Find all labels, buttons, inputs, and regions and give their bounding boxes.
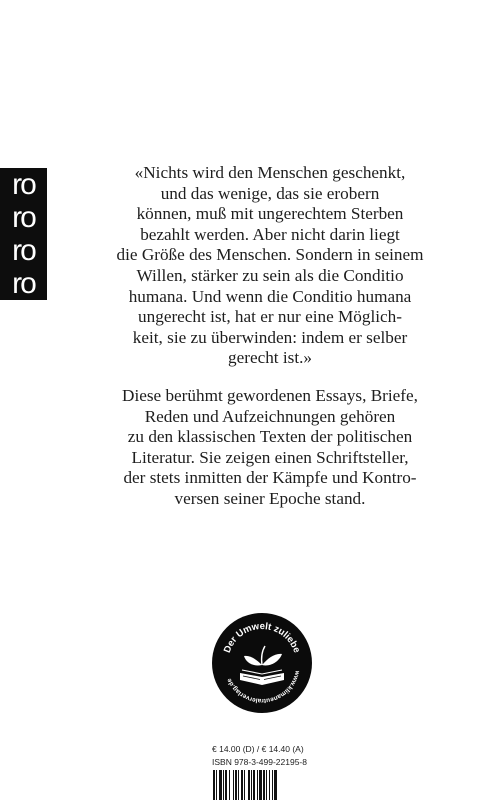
description-line: versen seiner Epoche stand.	[174, 488, 366, 508]
barcode-bar	[274, 770, 277, 800]
barcode-bar	[259, 770, 262, 800]
barcode-bar	[269, 770, 270, 800]
quote-line: gerecht ist.»	[228, 348, 312, 368]
description-line: zu den klassischen Texten der politischen	[127, 427, 413, 447]
barcode-bar	[251, 770, 252, 800]
quote-line: bezahlt werden. Aber nicht darin liegt	[140, 224, 400, 244]
description-paragraph	[90, 386, 450, 510]
eco-badge-graphic	[212, 613, 312, 713]
quote-line: humana. Und wenn die Conditio humana	[128, 286, 412, 306]
description-line: Literatur. Sie zeigen einen Schriftsteller,	[131, 447, 409, 467]
logo-row: ro	[12, 267, 35, 300]
badge-url-textpath: www.klimaneutralerverlag.de	[225, 669, 301, 705]
eco-badge	[212, 613, 312, 713]
logo-row: ro	[12, 168, 35, 201]
description-line: Reden und Aufzeichnungen gehören	[144, 406, 396, 426]
barcode-bar	[272, 770, 273, 800]
description-line: Diese berühmt gewordenen Essays, Briefe,	[122, 386, 418, 405]
logo-row: ro	[12, 234, 35, 267]
quote-line: keit, sie zu überwinden: indem er selber	[132, 327, 408, 347]
barcode-bar	[213, 770, 215, 800]
barcode-bar	[248, 770, 250, 800]
barcode-bar	[266, 770, 267, 800]
barcode	[212, 770, 312, 800]
isbn-label: ISBN 978-3-499-22195-8	[212, 757, 307, 767]
quote-line: können, muß mit ungerechtem Sterben	[136, 204, 404, 224]
barcode-bar	[263, 770, 265, 800]
barcode-bar	[219, 770, 222, 800]
barcode-bar	[253, 770, 255, 800]
price-label: € 14.00 (D) / € 14.40 (A)	[212, 744, 304, 754]
barcode-bar	[257, 770, 258, 800]
description-line: der stets inmitten der Kämpfe und Kontro-	[123, 468, 417, 488]
barcode-bar	[244, 770, 245, 800]
badge-top-textpath: Der Umwelt zuliebe	[221, 620, 303, 655]
barcode-bar	[238, 770, 239, 800]
quote-line: ungerecht ist, hat er nur eine Möglich-	[138, 307, 402, 327]
barcode-bar	[216, 770, 217, 800]
barcode-bar	[223, 770, 224, 800]
badge-top-text	[222, 621, 302, 655]
quote-line: und das wenige, das sie erobern	[160, 183, 380, 203]
barcode-bar	[233, 770, 234, 800]
rororo-logo	[0, 168, 47, 300]
barcode-bar	[229, 770, 230, 800]
barcode-bar	[235, 770, 237, 800]
quote-line: die Größe des Menschen. Sondern in seinem	[116, 245, 424, 265]
quote-line: «Nichts wird den Menschen geschenkt,	[134, 163, 406, 182]
quote-line: Willen, stärker zu sein als die Conditio	[136, 265, 404, 285]
barcode-bar	[241, 770, 243, 800]
barcode-bar	[225, 770, 227, 800]
logo-row: ro	[12, 201, 35, 234]
quote-paragraph	[90, 163, 450, 369]
open-book-with-leaves-icon	[240, 646, 284, 685]
